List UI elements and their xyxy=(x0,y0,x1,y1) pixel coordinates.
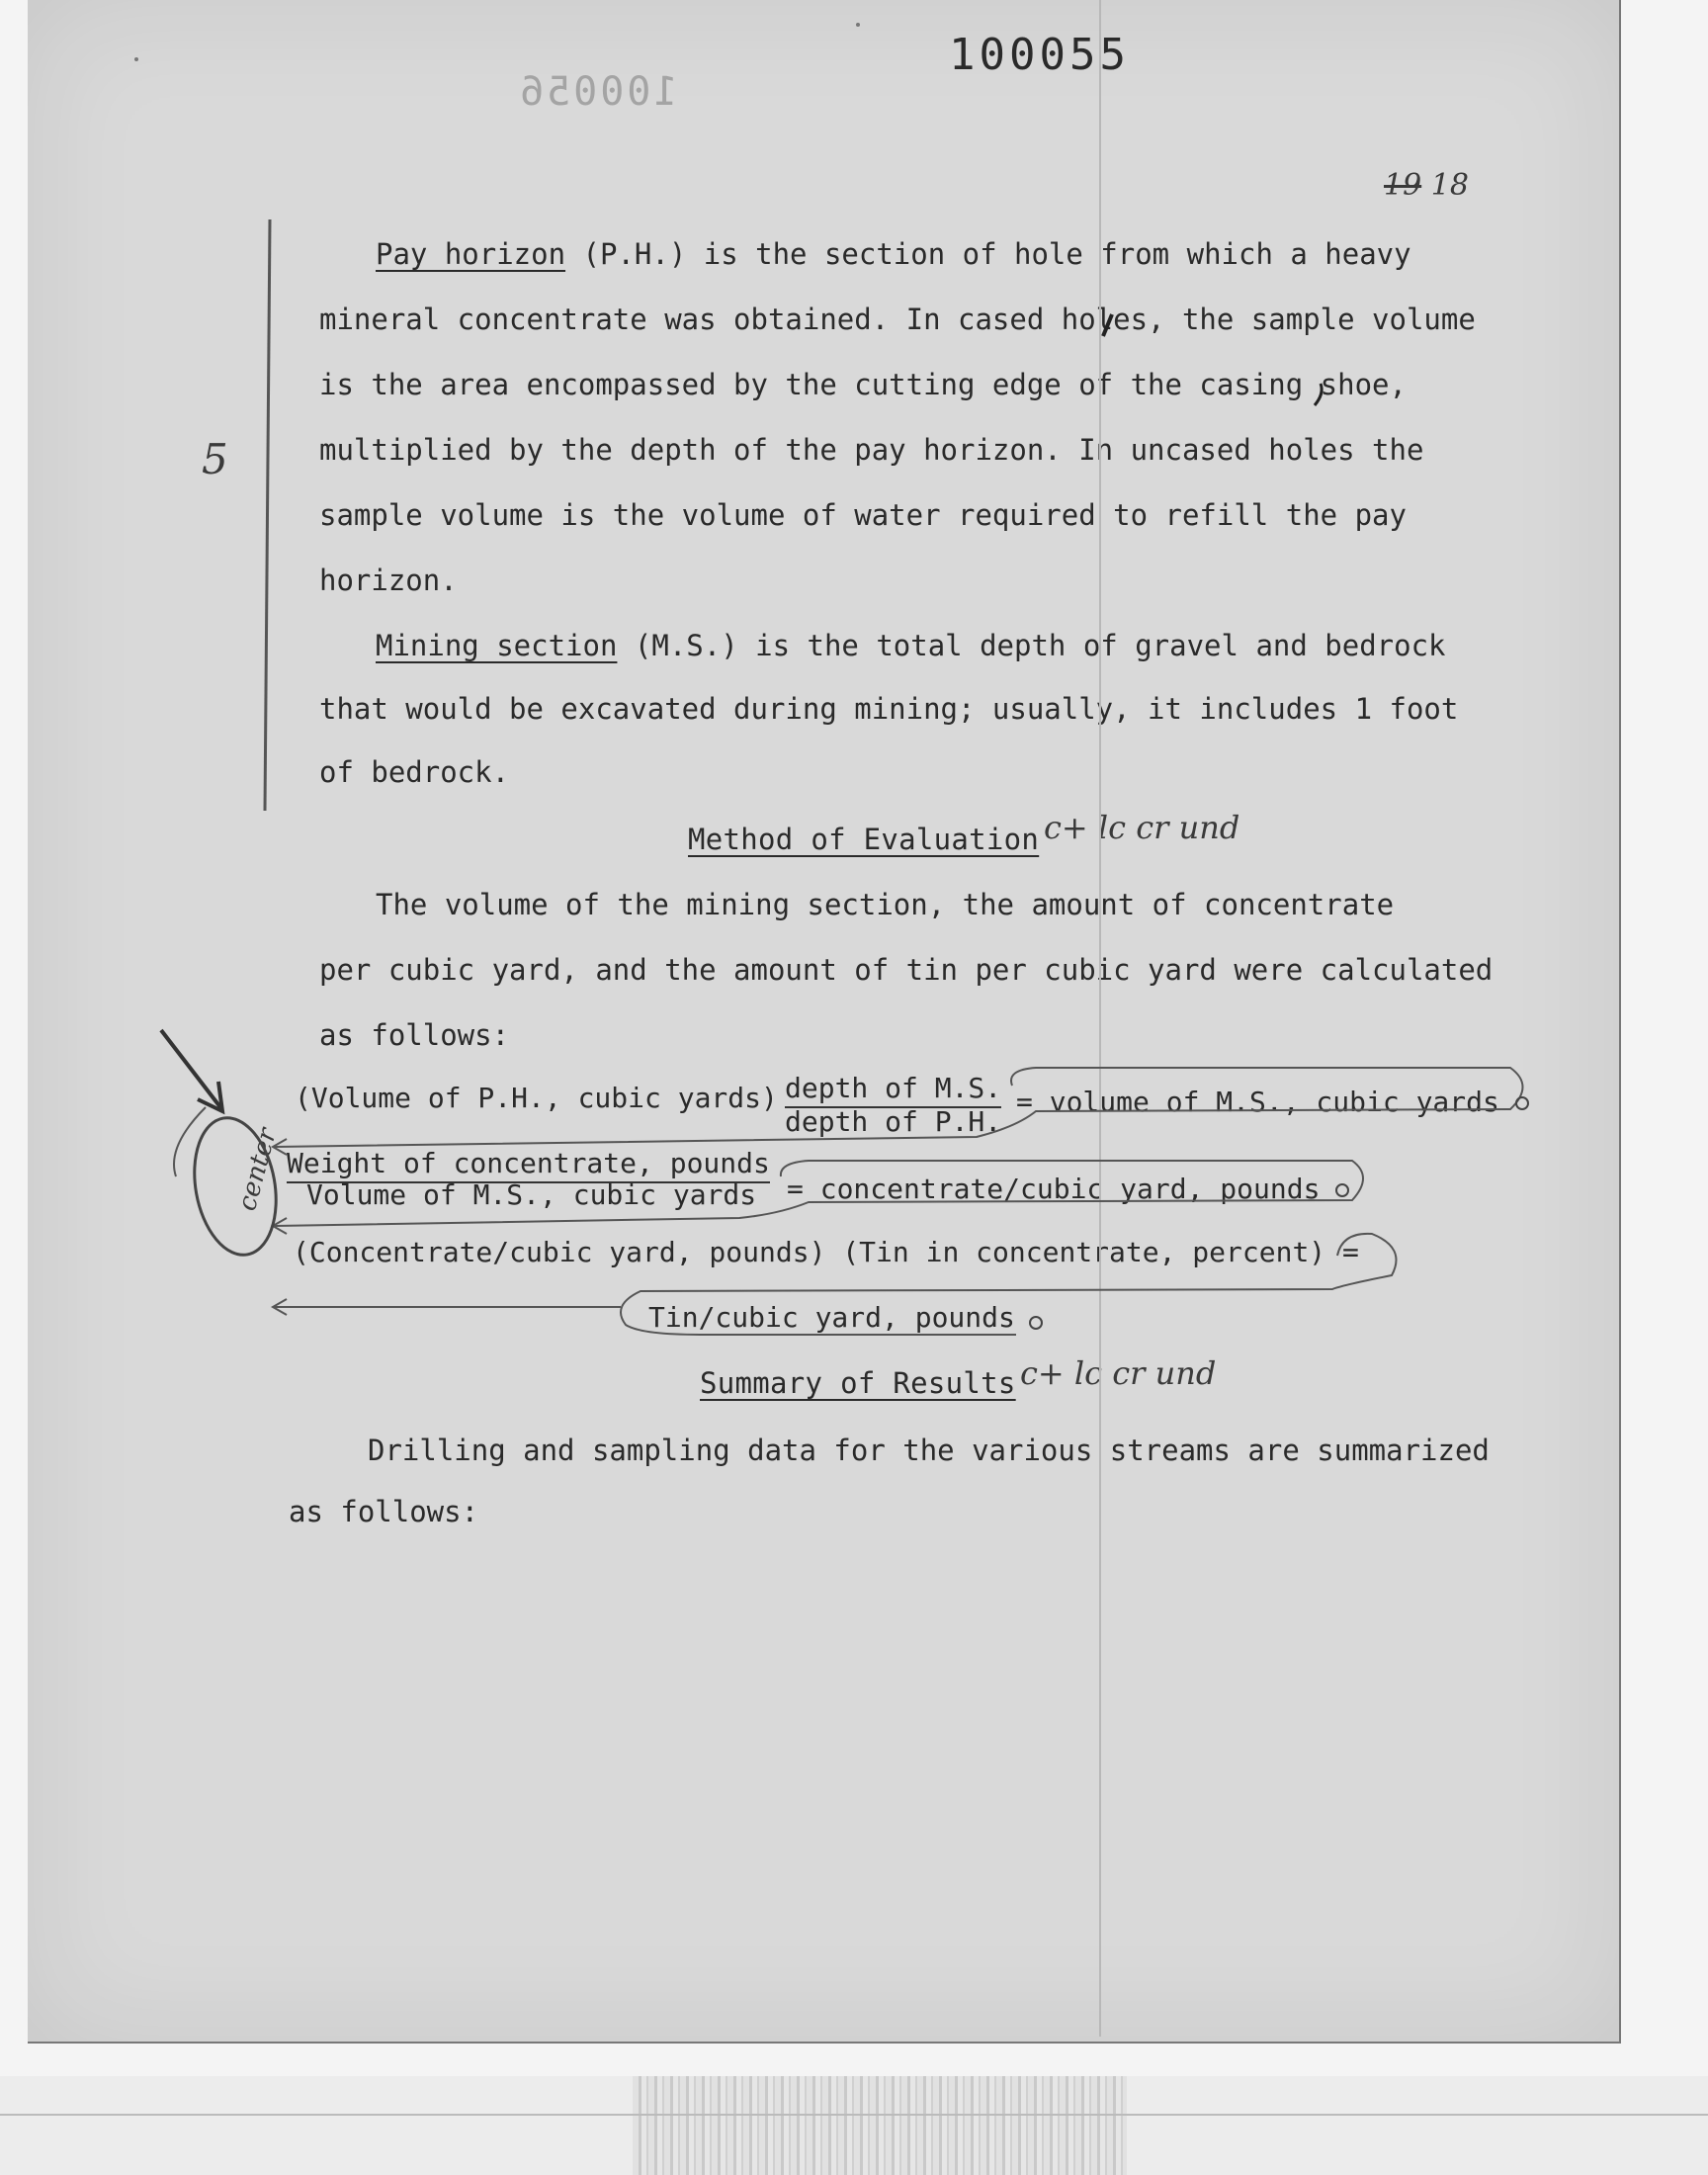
formula1-numerator: depth of M.S. xyxy=(785,1072,1001,1108)
paragraph1-line-3: is the area encompassed by the cutting edge of the casing shoe, xyxy=(319,368,1407,401)
bleed-through-number: 100056 xyxy=(517,69,678,115)
paragraph2-line-3: of bedrock. xyxy=(319,755,510,789)
scan-artifact xyxy=(633,2076,1127,2175)
paragraph3-line-2: per cubic yard, and the amount of tin per cubic yard were calculated xyxy=(319,953,1494,987)
formula2-result: = concentrate/cubic yard, pounds xyxy=(787,1173,1321,1205)
formula1-result: = volume of M.S., cubic yards xyxy=(1016,1086,1499,1118)
page-number-struck: 19 xyxy=(1384,168,1422,203)
heading-summary-note: c+ lc cr und xyxy=(1020,1354,1217,1392)
reorder-loop xyxy=(275,1068,1523,1147)
paragraph3-line-3: as follows: xyxy=(319,1018,510,1052)
paragraph4-line-2: as follows: xyxy=(289,1495,479,1528)
pointer-arrow xyxy=(161,1030,220,1107)
circle-note: center xyxy=(231,1125,283,1214)
margin-note: 5 xyxy=(202,435,228,483)
term-pay-horizon: Pay horizon xyxy=(376,237,566,271)
comma-edit-mark xyxy=(1103,314,1112,336)
term-mining-section: Mining section xyxy=(376,629,618,662)
formula3-result: Tin/cubic yard, pounds xyxy=(648,1301,1015,1334)
heading-summary-text: Summary of Results xyxy=(700,1366,1016,1400)
page-number-new: 18 xyxy=(1430,168,1469,203)
document-page xyxy=(28,0,1621,2044)
paragraph4-line-1: Drilling and sampling data for the various streams are summarized xyxy=(368,1434,1490,1467)
margin-bracket-line xyxy=(265,219,270,811)
paragraph1-line-2: mineral concentrate was obtained. In cased holes, the sample volume xyxy=(319,303,1476,336)
formula1-denominator: depth of P.H. xyxy=(785,1105,1002,1138)
circled-note xyxy=(184,1111,286,1262)
period-mark xyxy=(1336,1184,1348,1196)
speck xyxy=(134,57,138,61)
period-mark xyxy=(1516,1097,1528,1109)
reorder-loop xyxy=(621,1234,1397,1335)
heading-method-text: Method of Evaluation xyxy=(688,823,1040,856)
formula2-denominator: Volume of M.S., cubic yards xyxy=(306,1178,757,1211)
comma-edit-mark xyxy=(1315,384,1322,405)
formula2-numerator: Weight of concentrate, pounds xyxy=(287,1147,770,1183)
editorial-marks xyxy=(28,0,1619,2042)
paragraph1-line-6: horizon. xyxy=(319,564,458,597)
paragraph1-line-4: multiplied by the depth of the pay horizon. In uncased holes the xyxy=(319,433,1424,467)
formula3-left: (Concentrate/cubic yard, pounds) (Tin in concentrate, percent) = xyxy=(293,1236,1359,1268)
document-stamp-number: 100055 xyxy=(949,30,1130,80)
paragraph2-line-2: that would be excavated during mining; usually, it includes 1 foot xyxy=(319,692,1459,726)
scanner-bed xyxy=(0,2076,1708,2175)
formula1-left: (Volume of P.H., cubic yards) xyxy=(295,1082,778,1114)
scan-edge-line xyxy=(0,2114,1708,2116)
paragraph3-line-1: The volume of the mining section, the amount of concentrate xyxy=(376,888,1395,921)
paragraph2-text: (M.S.) is the total depth of gravel and bedrock xyxy=(617,629,1446,662)
period-mark xyxy=(1030,1317,1042,1329)
reorder-loop xyxy=(275,1161,1363,1226)
paragraph1-text: (P.H.) is the section of hole from which a heavy xyxy=(565,237,1411,271)
heading-method-note: c+ lc cr und xyxy=(1044,809,1240,846)
speck xyxy=(856,23,860,27)
paragraph1-line-5: sample volume is the volume of water required to refill the pay xyxy=(319,498,1407,532)
